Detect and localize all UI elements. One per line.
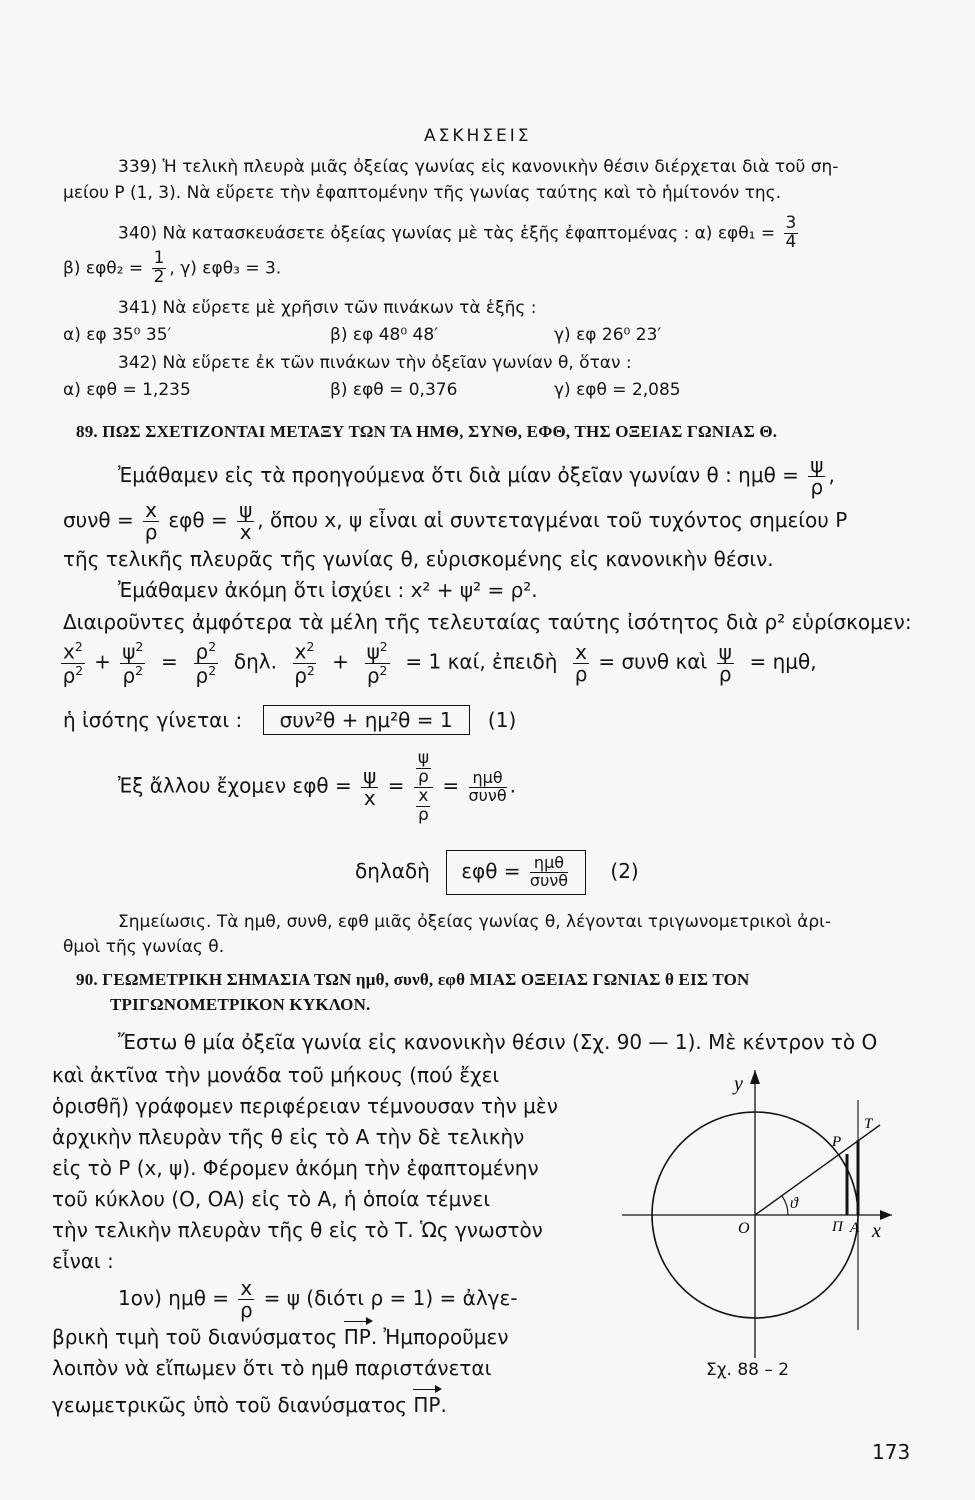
sec90-l6: τοῦ κύκλου (Ο, ΟΑ) εἰς τὸ Α, ἡ ὁποία τέμνει [52,1187,491,1211]
label-y: y [734,1073,743,1095]
exercise-342-line1: 342) Νὰ εὕρετε ἐκ τῶν πινάκων τὴν ὀξεῖαν γωνίαν θ, ὅταν : [118,353,632,373]
sec90-l8: εἶναι : [52,1249,114,1273]
exercises-heading: ΑΣΚΗΣΕΙΣ [424,126,532,146]
sec90-l10: βρικὴ τιμὴ τοῦ διανύσματος ΠΡ. Ἠμποροῦμεν [52,1325,509,1349]
sec89-p4: Ἐμάθαμεν ἀκόμη ὅτι ἰσχύει : x² + ψ² = ρ². [118,578,538,602]
sec90-l12: γεωμετρικῶς ὑπὸ τοῦ διανύσματος ΠΡ. [52,1393,447,1417]
exercise-342-b: β) εφθ = 0,376 [330,380,458,400]
exercise-341-a: α) εφ 35⁰ 35′ [63,325,172,345]
y-axis-arrow [750,1070,760,1084]
label-pi: Π [832,1219,843,1235]
identity-box: συν²θ + ημ²θ = 1 [263,705,470,735]
exercise-342-c: γ) εφθ = 2,085 [554,380,681,400]
sec90-l7: τὴν τελικὴν πλευρὰν τῆς θ εἰς τὸ Τ. Ὡς γνωστὸν [52,1218,543,1242]
sec89-note2: θμοὶ τῆς γωνίας θ. [63,937,225,957]
section-89-title: 89. ΠΩΣ ΣΧΕΤΙΖΟΝΤΑΙ ΜΕΤΑΞΥ ΤΩΝ ΤΑ ΗΜΘ, ΣΥΝΘ, ΕΦΘ, ΤΗΣ ΟΞΕΙΑΣ ΓΩΝΙΑΣ Θ. [76,422,778,441]
sec89-p7: ἡ ἰσότης γίνεται : συν²θ + ημ²θ = 1 (1) [63,705,516,735]
exercise-341-line1: 341) Νὰ εὕρετε μὲ χρῆσιν τῶν πινάκων τὰ ἑξῆς : [118,298,537,318]
exercise-339-line2: μείου Ρ (1, 3). Νὰ εὕρετε τὴν ἐφαπτομένην τῆς γωνίας ταύτης καὶ τὸ ἡμίτονόν της. [63,183,782,203]
terminal-side [755,1125,880,1215]
exercise-341-b: β) εφ 48⁰ 48′ [330,325,439,345]
sec90-l1: Ἔστω θ μία ὀξεῖα γωνία εἰς κανονικὴν θέσιν (Σχ. 90 — 1). Μὲ κέντρον τὸ Ο [118,1030,878,1054]
sec90-l9: 1ον) ημθ = $\frac{x}{\rho}$ = ψ (διότι ρ = 1) = ἀλγε- [118,1276,518,1322]
angle-arc [782,1196,788,1215]
sec90-l4: ἀρχικὴν πλευρὰν τῆς θ εἰς τὸ Α τὴν δὲ τελικὴν [52,1125,525,1149]
exercise-340-line2: β) εφθ₂ = $\frac{1}{2}$ , γ) εφθ₃ = 3. [63,248,282,287]
unit-circle-figure [610,1060,910,1360]
sec89-p6: $\frac{x^2}{\rho^2}$ + $\frac{\psi^2}{\rho^2}$ = $\frac{\rho^2}{\rho^2}$ δηλ. $\frac{x^2}{\rho^2}$ + $\frac{\psi^2}{\rho^2}$ = 1 καί, ἐπειδὴ $\frac{x}{\rho}$ = συνθ καὶ $\frac{\psi}{\rho}$ = ημθ, [62,639,817,688]
label-theta: ϑ [790,1195,798,1212]
exercise-340-line1: 340) Νὰ κατασκευάσετε ὀξείας γωνίας μὲ τὰς ἑξῆς ἐφαπτομένας : α) εφθ₁ = $\frac{3}{4}$ [118,213,797,252]
exercise-342-a: α) εφθ = 1,235 [63,380,191,400]
label-x: x [872,1220,881,1242]
exercise-339-line1: 339) Ἡ τελικὴ πλευρὰ μιᾶς ὀξείας γωνίας εἰς κανονικὴν θέσιν διέρχεται διὰ τοῦ ση- [118,157,839,177]
sec90-l2: καὶ ἀκτῖνα τὴν μονάδα τοῦ μήκους (πού ἔχει [52,1063,500,1087]
label-t: T [864,1116,873,1132]
label-a: A [850,1220,860,1236]
sec89-p3: τῆς τελικῆς πλευρᾶς τῆς γωνίας θ, εὑρισκομένης εἰς κανονικὴν θέσιν. [63,547,774,571]
sec90-l5: εἰς τὸ Ρ (x, ψ). Φέρομεν ἀκόμη τὴν ἐφαπτομένην [52,1156,539,1180]
label-o: O [738,1220,750,1237]
label-p: P [832,1134,842,1150]
exercise-341-c: γ) εφ 26⁰ 23′ [554,325,662,345]
section-90-title-2: ΤΡΙΓΩΝΟΜΕΤΡΙΚΟΝ ΚΥΚΛΟΝ. [110,995,371,1014]
sec89-p1: Ἐμάθαμεν εἰς τὰ προηγούμενα ὅτι διὰ μίαν ὀξεῖαν γωνίαν θ : ημθ = $\frac{\psi}{\rho}$ , [118,453,835,499]
section-90-title-1: 90. ΓΕΩΜΕΤΡΙΚΗ ΣΗΜΑΣΙΑ ΤΩΝ ημθ, συνθ, εφθ ΜΙΑΣ ΟΞΕΙΑΣ ΓΩΝΙΑΣ θ ΕΙΣ ΤΟΝ [76,970,750,989]
sec89-tan-formula: δηλαδὴ εφθ = $\frac{\text{ημθ}}{\text{συνθ}}$ (2) [355,850,639,895]
sec89-p2: συνθ = $\frac{x}{\rho}$ εφθ = $\frac{\psi}{x}$ , ὅπου x, ψ εἶναι αἱ συντεταγμέναι τοῦ τυχόντος σημείου Ρ [63,498,848,544]
sec89-p8: Ἐξ ἄλλου ἔχομεν εφθ = $\frac{\psi}{x}$ = $\frac{\frac{\psi}{\rho}}{\frac{x}{\rho}}$ = $\frac{\text{ημθ}}{\text{συνθ}}$ . [118,748,517,825]
figure-caption: Σχ. 88 – 2 [706,1360,790,1380]
sec90-l3: ὁρισθῆ) γράφομεν περιφέρειαν τέμνουσαν τὴν μὲν [52,1094,558,1118]
tan-box: εφθ = $\frac{\text{ημθ}}{\text{συνθ}}$ [446,850,586,895]
x-axis-arrow [880,1210,892,1220]
sec89-note1: Σημείωσις. Τὰ ημθ, συνθ, εφθ μιᾶς ὀξείας γωνίας θ, λέγονται τριγωνομετρικοὶ ἀρι- [118,912,832,932]
sec89-p5: Διαιροῦντες ἀμφότερα τὰ μέλη τῆς τελευταίας ταύτης ἰσότητος διὰ ρ² εὑρίσκομεν: [63,610,912,634]
page-number: 173 [872,1440,911,1464]
sec90-l11: λοιπὸν νὰ εἴπωμεν ὅτι τὸ ημθ παριστάνεται [52,1356,492,1380]
